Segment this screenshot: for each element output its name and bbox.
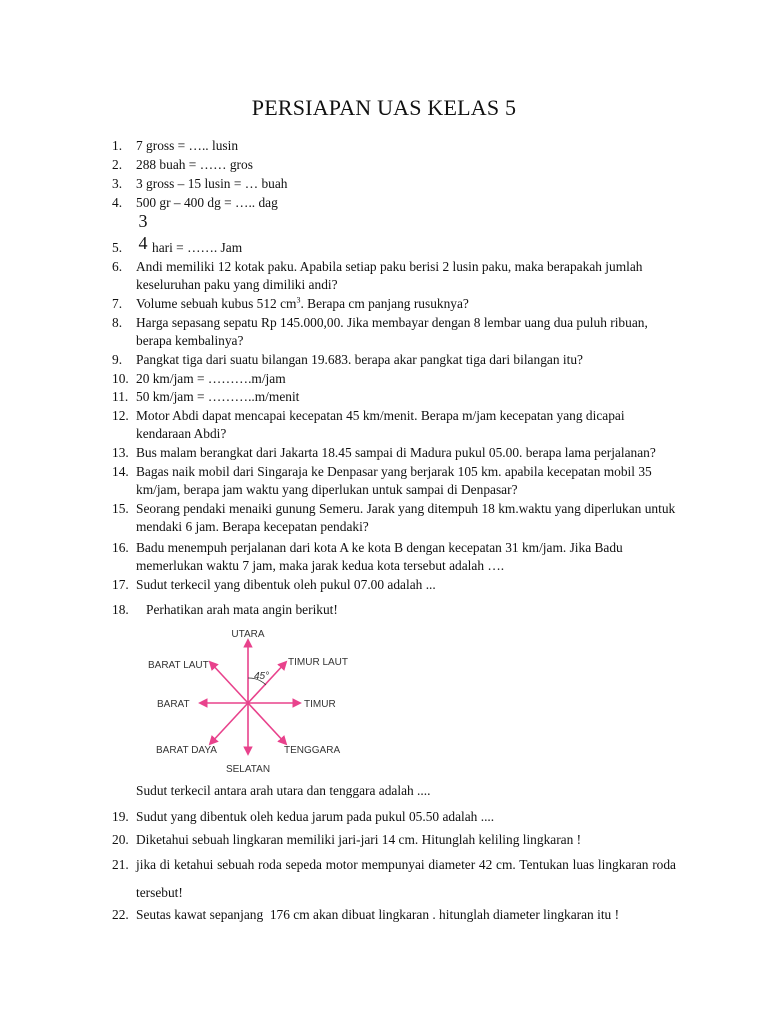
question-number: 7.: [112, 296, 123, 311]
question-number: 13.: [112, 445, 129, 460]
question-number: 4.: [112, 195, 123, 210]
arrow-northwest: [210, 662, 248, 703]
question-number: 22.: [112, 907, 129, 922]
label-north: UTARA: [231, 630, 265, 640]
question-text: 288 buah = …… gros: [136, 157, 253, 172]
arrow-southwest: [210, 703, 248, 744]
question-text: Sudut terkecil yang dibentuk oleh pukul 07.00 adalah ...: [136, 577, 436, 592]
question-number: 15.: [112, 501, 129, 516]
question-number: 6.: [112, 259, 123, 274]
question-text: Bus malam berangkat dari Jakarta 18.45 sampai di Madura pukul 05.00. berapa lama perjalanan?: [136, 445, 656, 460]
question-text: 7 gross = ….. lusin: [136, 138, 239, 153]
label-northeast: TIMUR LAUT: [288, 657, 348, 668]
question-text: 500 gr – 400 dg = ….. dag: [136, 195, 278, 210]
question-number: 9.: [112, 352, 123, 367]
question-text: Sudut terkecil antara arah utara dan tenggara adalah ....: [136, 783, 431, 798]
question-number: 16.: [112, 540, 129, 555]
question-number: 11.: [112, 389, 129, 404]
question-text: Diketahui sebuah lingkaran memiliki jari-jari 14 cm. Hitunglah keliling lingkaran !: [136, 832, 582, 847]
question-text: hari = ……. Jam: [152, 240, 243, 255]
label-southwest: BARAT DAYA: [156, 745, 217, 756]
question-text: jika di ketahui sebuah roda sepeda motor mempunyai diameter 42 cm. Tentukan luas lingkaran roda tersebut!: [136, 857, 676, 900]
question-text: Sudut yang dibentuk oleh kedua jarum pada pukul 05.50 adalah ....: [136, 809, 495, 824]
fraction-three-quarters: [136, 212, 150, 252]
question-number: 10.: [112, 371, 129, 386]
question-text: 20 km/jam = ……….m/jam: [136, 371, 286, 386]
question-text: Andi memiliki 12 kotak paku. Apabila setiap paku berisi 2 lusin paku, maka berapakah jumlah keseluruhan paku yang dimiliki andi?: [136, 259, 643, 292]
question-number: 1.: [112, 138, 123, 153]
label-northwest: BARAT LAUT: [148, 660, 209, 671]
arrow-northeast: [248, 662, 286, 703]
question-number: 12.: [112, 408, 129, 423]
question-number: 19.: [112, 809, 129, 824]
question-text: Bagas naik mobil dari Singaraja ke Denpasar yang berjarak 105 km. apabila kecepatan mobil 35 km/jam, berapa jam waktu yang diperlukan untuk sampai di Denpasar?: [136, 464, 652, 497]
page-title: PERSIAPAN UAS KELAS 5: [251, 95, 517, 120]
arrow-southeast: [248, 703, 286, 744]
question-text: Badu menempuh perjalanan dari kota A ke kota B dengan kecepatan 31 km/jam. Jika Badu memerlukan waktu 7 jam, maka jarak kedua kota tersebut adalah ….: [136, 540, 623, 573]
compass-arrows: [200, 640, 300, 754]
label-east: TIMUR: [304, 699, 336, 710]
label-southeast: TENGGARA: [284, 745, 341, 756]
question-text: Seorang pendaki menaiki gunung Semeru. Jarak yang ditempuh 18 km.waktu yang diperlukan untuk mendaki 6 jam. Berapa kecepatan pendaki?: [136, 501, 676, 534]
question-number: 5.: [112, 240, 123, 255]
compass-rose-diagram: [140, 630, 370, 780]
question-number: 18.: [112, 602, 129, 617]
question-number: 8.: [112, 315, 123, 330]
fraction-denominator: 4: [138, 233, 148, 253]
question-text: 3 gross – 15 lusin = … buah: [136, 176, 288, 191]
question-number: 14.: [112, 464, 129, 479]
question-number: 2.: [112, 157, 123, 172]
question-text: Seutas kawat sepanjang 176 cm akan dibuat lingkaran . hitunglah diameter lingkaran itu !: [136, 907, 620, 922]
label-south: SELATAN: [225, 764, 271, 775]
question-number: 17.: [112, 577, 129, 592]
question-text: Perhatikan arah mata angin berikut!: [146, 602, 338, 617]
angle-label: 45°: [254, 671, 270, 682]
label-west: BARAT: [157, 699, 190, 710]
question-text: Harga sepasang sepatu Rp 145.000,00. Jika membayar dengan 8 lembar uang dua puluh ribuan, berapa kembalinya?: [136, 315, 648, 348]
fraction-numerator: 3: [138, 211, 148, 231]
question-number: 21.: [112, 857, 129, 872]
question-text: Motor Abdi dapat mencapai kecepatan 45 km/menit. Berapa m/jam kecepatan yang dicapai kendaraan Abdi?: [136, 408, 625, 441]
question-text: Volume sebuah kubus 512 $cm^3$. Berapa cm panjang rusuknya?: [136, 295, 469, 311]
question-text: Pangkat tiga dari suatu bilangan 19.683. berapa akar pangkat tiga dari bilangan itu?: [136, 352, 583, 367]
question-text: 50 km/jam = ………..m/menit: [136, 389, 300, 404]
question-number: 20.: [112, 832, 129, 847]
question-number: 3.: [112, 176, 123, 191]
